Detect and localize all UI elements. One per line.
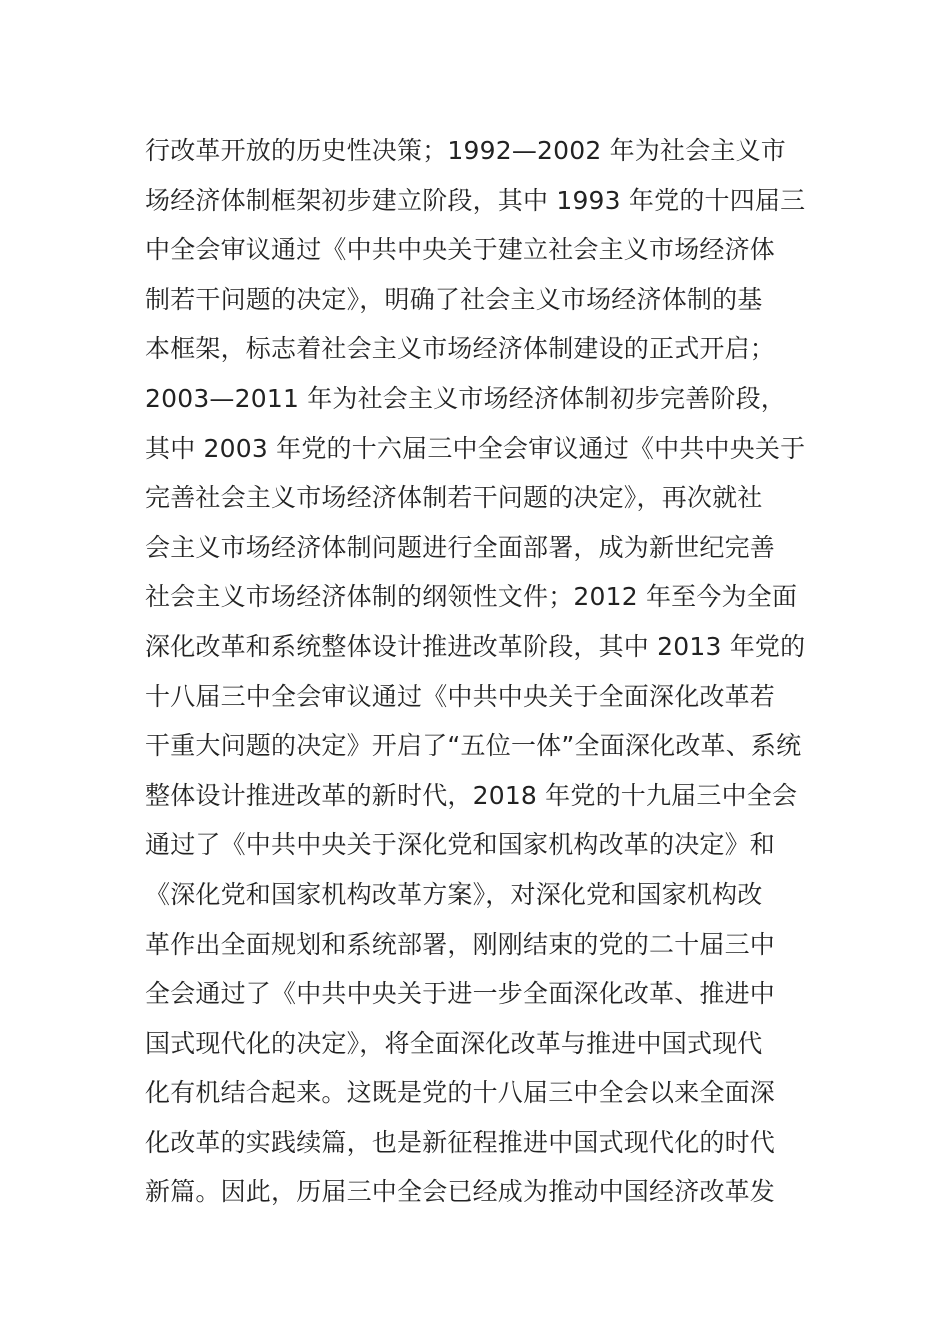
text-line: 整体设计推进改革的新时代，2018 年党的十九届三中全会 xyxy=(145,780,798,810)
text-line: 制若干问题的决定》，明确了社会主义市场经济体制的基 xyxy=(145,284,763,314)
text-line: 新篇。因此，历届三中全会已经成为推动中国经济改革发 xyxy=(145,1177,776,1207)
text-line: 社会主义市场经济体制的纲领性文件；2012 年至今为全面 xyxy=(145,582,798,612)
text-line: 革作出全面规划和系统部署，刚刚结束的党的二十届三中 xyxy=(145,929,776,959)
text-line: 场经济体制框架初步建立阶段，其中 1993 年党的十四届三 xyxy=(145,185,806,215)
text-line: 化改革的实践续篇，也是新征程推进中国式现代化的时代 xyxy=(145,1127,776,1157)
text-line: 完善社会主义市场经济体制若干问题的决定》，再次就社 xyxy=(145,483,763,513)
text-line: 行改革开放的历史性决策；1992—2002 年为社会主义市 xyxy=(145,136,786,165)
text-line: 《深化党和国家机构改革方案》，对深化党和国家机构改 xyxy=(145,879,763,909)
text-line: 本框架，标志着社会主义市场经济体制建设的正式开启； xyxy=(145,334,776,364)
text-line: 全会通过了《中共中央关于进一步全面深化改革、推进中 xyxy=(145,979,776,1009)
text-line: 干重大问题的决定》开启了“五位一体”全面深化改革、系统 xyxy=(145,731,802,761)
text-line: 其中 2003 年党的十六届三中全会审议通过《中共中央关于 xyxy=(145,433,806,463)
text-line: 国式现代化的决定》，将全面深化改革与推进中国式现代 xyxy=(145,1028,763,1058)
body-text xyxy=(145,126,815,1217)
text-line: 通过了《中共中央关于深化党和国家机构改革的决定》和 xyxy=(145,830,776,860)
text-line: 会主义市场经济体制问题进行全面部署，成为新世纪完善 xyxy=(145,532,776,562)
text-line: 2003—2011 年为社会主义市场经济体制初步完善阶段， xyxy=(145,383,786,413)
text-line: 十八届三中全会审议通过《中共中央关于全面深化改革若 xyxy=(145,681,776,711)
text-line: 中全会审议通过《中共中央关于建立社会主义市场经济体 xyxy=(145,235,776,265)
text-line: 化有机结合起来。这既是党的十八届三中全会以来全面深 xyxy=(145,1078,776,1108)
text-line: 深化改革和系统整体设计推进改革阶段，其中 2013 年党的 xyxy=(145,631,806,661)
